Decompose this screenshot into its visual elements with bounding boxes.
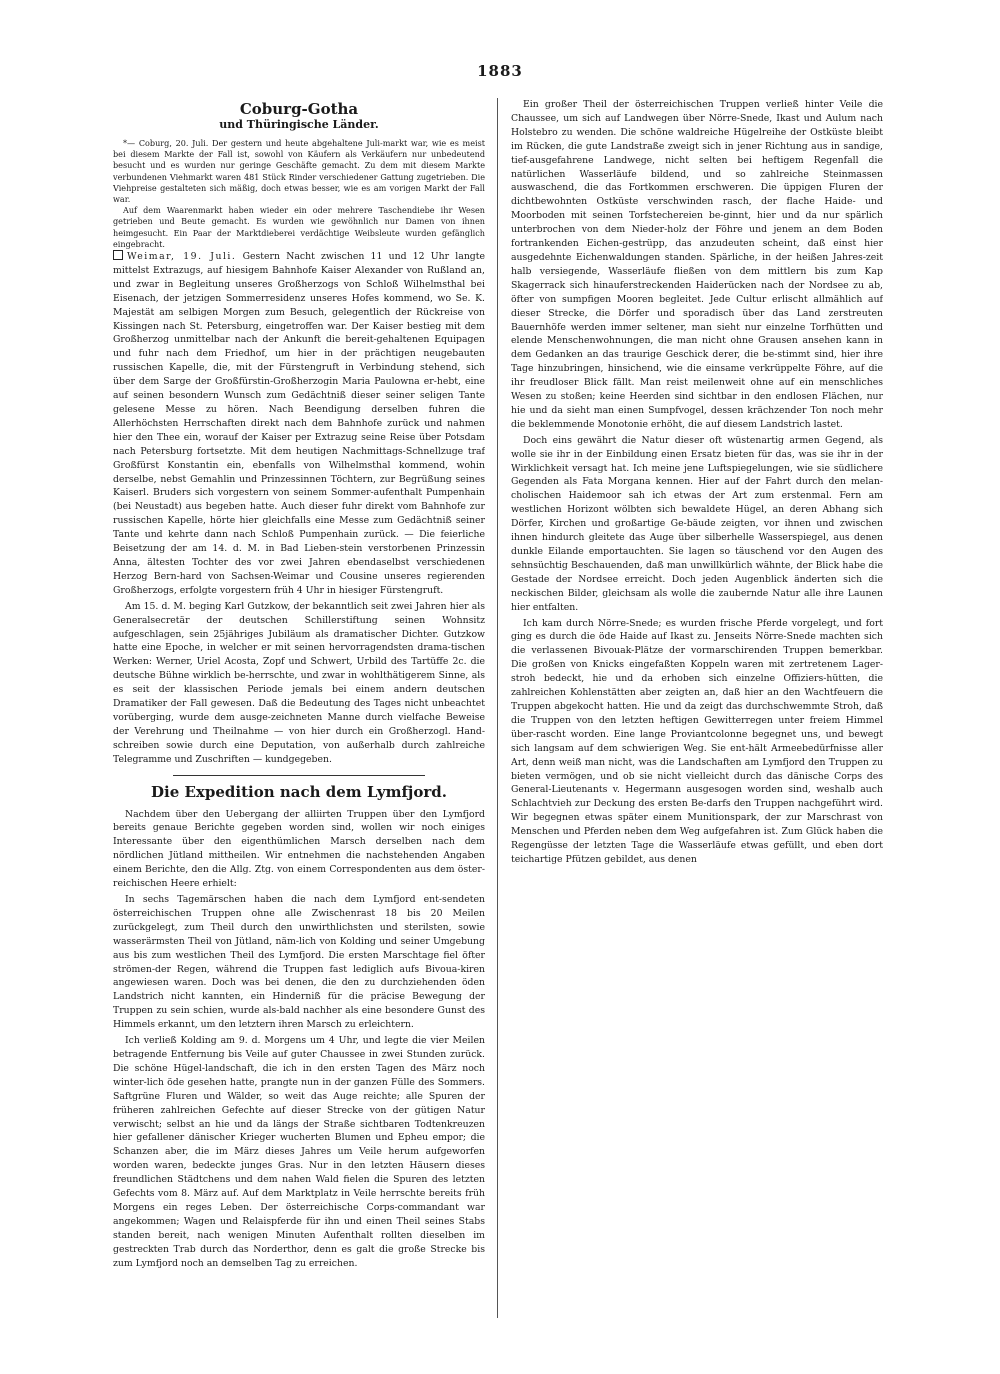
right-column	[511, 98, 883, 1338]
coburg-market-paragraph: *— Coburg, 20. Juli. Der gestern und heute abgehaltene Juli-markt war, wie es meist bei diesem Markte der Fall ist, sowohl von Käufern als Verkäufern nur unbedeutend besucht und es wurden nur geringe Geschäfte gemacht. Zu dem mit diesem Markte verbundenen Viehmarkt waren 481 Stück Rinder verschiedener Gattung zugetrieben. Die Viehpreise gestalteten sich mäßig, doch etwas besser, wie es am vorigen Markt der Fall war.	[113, 138, 485, 205]
expedition-title: Die Expedition nach dem Lymfjord.	[151, 782, 447, 801]
left-column	[113, 98, 485, 1338]
page-number: 1883	[477, 62, 523, 80]
coburg-section-title: Coburg-Gotha	[239, 100, 359, 118]
coburg-section-subtitle: und Thüringische Länder.	[219, 118, 379, 131]
weimar-text: Gestern Nacht zwischen 11 und 12 Uhr langte mittelst Extrazugs, auf hiesigem Bahnhofe Kaiser Alexander von Rußland an, und zwar in Begleitung unseres Großherzogs von Schloß Wilhelmsthal bei Eisenach, der jetzigen Sommerresidenz unseres Hofes kommend, wo Se. K. Majestät am selbigen Morgen zum Besuch, gelegentlich der Rückreise von Kissingen nach St. Petersburg, eingetroffen war. Der Kaiser bestieg mit dem Großherzog unmittelbar nach der Ankunft die bereit-gehaltenen Equipagen und fuhr nach dem Friedhof, um hier in der prächtigen neugebauten russischen Kapelle, die, mit der Fürstengruft in Verbindung stehend, sich über dem Sarge der Großfürstin-Großherzogin Maria Paulowna er-hebt, eine auf seinen besondern Wunsch zum Gedächtniß dieser seiner seligen Tante gelesene Messe zu hören. Nach Beendigung derselben fuhren die Allerhöchsten Herrschaften direkt nach dem Bahnhofe zurück und nahmen hier den Thee ein, worauf der Kaiser per Extrazug seine Reise über Potsdam nach Petersburg fortsetzte. Mit dem heutigen Nachmittags-Schnellzuge traf Großfürst Konstantin ein, ebenfalls von Wilhelmsthal kommend, wohin derselbe, nebst Gemahlin und Prinzessinnen Töchtern, zur Begrüßung seines Kaiserl. Bruders sich vorgestern von seinem Sommer-aufenthalt Pumpenhain (bei Neustadt) aus begeben hatte. Auch dieser fuhr direkt vom Bahnhofe zur russischen Kapelle, hörte hier gleichfalls eine Messe zum Gedächtniß seiner Tante und kehrte dann nach Schloß Pumpenhain zurück. — Die feierliche Beisetzung der am 14. d. M. in Bad Lieben-stein verstorbenen Prinzessin Anna, ältesten Tochter des vor zwei Jahren ebendaselbst verschiedenen Herzog Bern-hard von Sachsen-Weimar und Cousine unseres regierenden Großherzogs, erfolgte vorgestern früh 4 Uhr in hiesiger Fürstengruft.	[113, 251, 485, 596]
expedition-snede-paragraph: Ich kam durch Nörre-Snede; es wurden frische Pferde vorgelegt, und fort ging es durch die öde Haide auf Ikast zu. Jenseits Nörre-Snede machten sich die verlassenen Bivouak-Plätze der vormarschirenden Truppen bemerkbar. Die großen von Knicks eingefaßten Koppeln waren mit zertretenem Lager-stroh bedeckt, hie und da erhoben sich einzelne Offiziers-hütten, die zahlreichen Kohlenstätten aber zeigten an, daß hier an den Wachtfeuern die Truppen abgekocht hatten. Hie und da zeigt das durchschwemmte Stroh, daß die Truppen von den letzten heftigen Gewitterregen unter freiem Himmel über-rascht worden. Eine lange Proviantcolonne begegnet uns, und bewegt sich langsam auf dem schwierigen Weg. Sie ent-hält Armeebedürfnisse aller Art, denn weiß man nicht, was die Landschaften am Lymfjord den Truppen zu bieten vermögen, und ob sie nicht vielleicht durch das dänische Corps des General-Lieutenants v. Hegermann ausgesogen worden sind, weshalb auch Schlachtvieh zur Deckung des ersten Be-darfs den Truppen nachgeführt wird. Wir begegnen etwas später einem Munitionspark, der zur Marschrast von Menschen und Pferden neben dem Weg aufgefahren ist. Zum Glück haben die Regengüsse der letzten Tage die Wasserläufe etwas gefüllt, und eben dort teichartige Pfützen gebildet, aus denen	[511, 617, 883, 865]
weimar-dateline: Weimar, 19. Juli.	[127, 251, 237, 263]
expedition-mirage-paragraph: Doch eins gewährt die Natur dieser oft wüstenartig armen Gegend, als wolle sie ihr in der Einbildung einen Ersatz bieten für das, was sie ihr in der Wirklichkeit versagt hat. Ich meine jene Luftspiegelungen, wie sie südlichere Gegenden als Fata Morgana kennen. Hier auf der Fahrt durch den melan-cholischen Haidemoor sah ich etwas der Art zum erstenmal. Fern am westlichen Horizont wölbten sich bewaldete Hügel, an deren Abhang sich Dörfer, Kirchen und großartige Ge-bäude zeigten, vor ihnen und zwischen ihnen hindurch gleitete das Auge über silberhelle Wasserspiegel, aus denen dunkle Eilande emportauchten. Sie lagen so täuschend vor den Augen des sehnsüchtig Beschauenden, daß man unwillkürlich wähnte, der Blick habe die Gestade der Nordsee erreicht. Doch jeden Augenblick änderten sich die neckischen Bilder, gleichsam als wolle die zaubernde Natur alle ihre Launen hier entfalten.	[511, 434, 883, 613]
section-rule	[173, 775, 425, 776]
column-divider	[497, 98, 498, 1318]
expedition-march-paragraph: In sechs Tagemärschen haben die nach dem Lymfjord ent-sendeten österreichischen Truppen ohne alle Zwischenrast 18 bis 20 Meilen zurückgelegt, zum Theil durch den unwirthlichsten und sterilsten, sowie wasserärmsten Theil von Jütland, näm-lich von Kolding und seiner Umgebung aus bis zum westlichen Theil des Lymfjord. Die ersten Marschtage fiel öfter strömen-der Regen, während die Truppen fast lediglich aufs Bivoua-kiren angewiesen waren. Doch was bei denen, die den zu durchziehenden öden Landstrich nicht kannten, ein Hinderniß für die präcise Bewegung der Truppen zu sein schien, wurde als-bald nachher als eine besondere Gunst des Himmels erkannt, um den letztern ihren Marsch zu erleichtern.	[113, 894, 485, 1031]
expedition-intro-paragraph: Nachdem über den Uebergang der alliirten Truppen über den Lymfjord bereits genaue Berichte gegeben worden sind, wollen wir noch einiges Interessante über den eigenthümlichen Marsch derselben nach dem nördlichen Jütland mittheilen. Wir entnehmen die nachstehenden Angaben einem Berichte, den die Allg. Ztg. von einem Correspondenten aus dem öster-reichischen Heere erhielt:	[113, 808, 485, 890]
expedition-kolding-paragraph: Ich verließ Kolding am 9. d. Morgens um 4 Uhr, und legte die vier Meilen betragende Entfernung bis Veile auf guter Chaussee in zwei Stunden zurück. Die schöne Hügel-landschaft, die ich in den ersten Tagen des März noch winter-lich öde gesehen hatte, prangte nun in der ganzen Fülle des Sommers. Saftgrüne Fluren und Wälder, so weit das Auge reichte; alle Spuren der früheren zahlreichen Gefechte auf dieser Strecke von der gütigen Natur verwischt; selbst an hie und da längs der Straße sichtbaren Todtenkreuzen hier gefallener dänischer Krieger wucherten Blumen und Epheu empor; die Schanzen aber, die im März dieses Jahres um Veile herum aufgeworfen worden waren, bedeckte junges Gras. Nur in den letzten Häusern dieses freundlichen Städtchens und dem nahen Wald fielen die Spuren des letzten Gefechts vom 8. März auf. Auf dem Marktplatz in Veile herrschte bereits früh Morgens ein reges Leben. Der österreichische Corps-commandant war angekommen; Wagen und Relaispferde für ihn und einen Theil seines Stabs standen bereit, nach wenigen Minuten Aufenthalt rollten dieselben im gestreckten Trab durch das Norderthor, denn es galt die große Strecke bis zum Lymfjord noch an demselben Tag zu erreichen.	[113, 1035, 485, 1269]
weimar-paragraph	[113, 250, 485, 598]
section-marker-box	[113, 250, 123, 260]
gutzkow-paragraph: Am 15. d. M. beging Karl Gutzkow, der bekanntlich seit zwei Jahren hier als Generalsecretär der deutschen Schillerstiftung seinen Wohnsitz aufgeschlagen, sein 25jähriges Jubiläum als dramatischer Dichter. Gutzkow hatte eine Epoche, in welcher er mit seinen hervorragendsten drama-tischen Werken: Werner, Uriel Acosta, Zopf und Schwert, Urbild des Tartüffe 2c. die deutsche Bühne wirklich be-herrschte, und zwar in wohlthätigerem Sinne, als es seit der klassischen Periode jemals bei einem andern deutschen Dramatiker der Fall gewesen. Daß die Bedeutung des Tages nicht unbeachtet vorüberging, wurde dem ausge-zeichneten Manne durch vielfache Beweise der Verehrung und Theilnahme — von hier durch ein Großherzogl. Hand-schreiben sowie durch eine Deputation, von außerhalb durch zahlreiche Telegramme und Zuschriften — kundgegeben.	[113, 600, 485, 765]
coburg-pickpocket-paragraph: Auf dem Waarenmarkt haben wieder ein oder mehrere Taschendiebe ihr Wesen getrieben und Beute gemacht. Es wurden wie gewöhnlich nur Damen von ihnen heimgesucht. Ein Paar der Marktdieberei verdächtige Weibsleute wurden gefänglich eingebracht.	[113, 205, 485, 249]
expedition-heath-paragraph: Ein großer Theil der österreichischen Truppen verließ hinter Veile die Chaussee, um sich auf Landwegen über Nörre-Snede, Ikast und Aulum nach Holstebro zu wenden. Die schöne waldreiche Hügelreihe der Ostküste bleibt im Rücken, die gute Landstraße zweigt sich in jener Richtung aus in sandige, tief-ausgefahrene Landwege, nicht selten bei heftigem Regenfall die natürlichen Wasserläufe bildend, und so zahlreiche Steinmassen auswaschend, die das Fortkommen erschweren. Die üppigen Fluren der dichtbewohnten Ostküste verschwinden rasch, der flache Haide- und Moorboden mit seinen Torfstechereien be-ginnt, hier und da nur spärlich unterbrochen von dem Nieder-holz der Föhre und jenem an dem Boden fortrankenden Eichen-gestrüpp, das anzudeuten scheint, daß einst hier ausgedehnte Eichenwaldungen standen. Spärliche, in der heißen Jahres-zeit halb versiegende, Wasserläufe fließen von dem mittlern bis zum Kap Skagerrack sich hinauferstreckenden Haiderücken nach der Nordsee zu ab, öfter von sumpfigen Mooren begleitet. Jede Cultur erlischt allmählich auf dieser Strecke, die Dörfer und sporadisch über das Land zerstreuten Bauernhöfe werden immer seltener, man sieht nur einzelne Torfhütten und elende Menschenwohnungen, die man nicht ohne Grausen ansehen kann in dem Gedanken an das traurige Geschick derer, die be-stimmt sind, hier ihre Tage hinzubringen, hinsichend, wie die einsame verkrüppelte Föhre, auf die ihr freudloser Blick fällt. Man reist meilenweit ohne auf ein menschliches Wesen zu stoßen; keine Heerden sind sichtbar in den endlosen Flächen, nur hie und da sieht man einen Sumpfvogel, dessen krächzender Ton noch mehr die beklemmende Monotonie erhöht, die auf diesem Landstrich lastet.	[511, 99, 883, 430]
